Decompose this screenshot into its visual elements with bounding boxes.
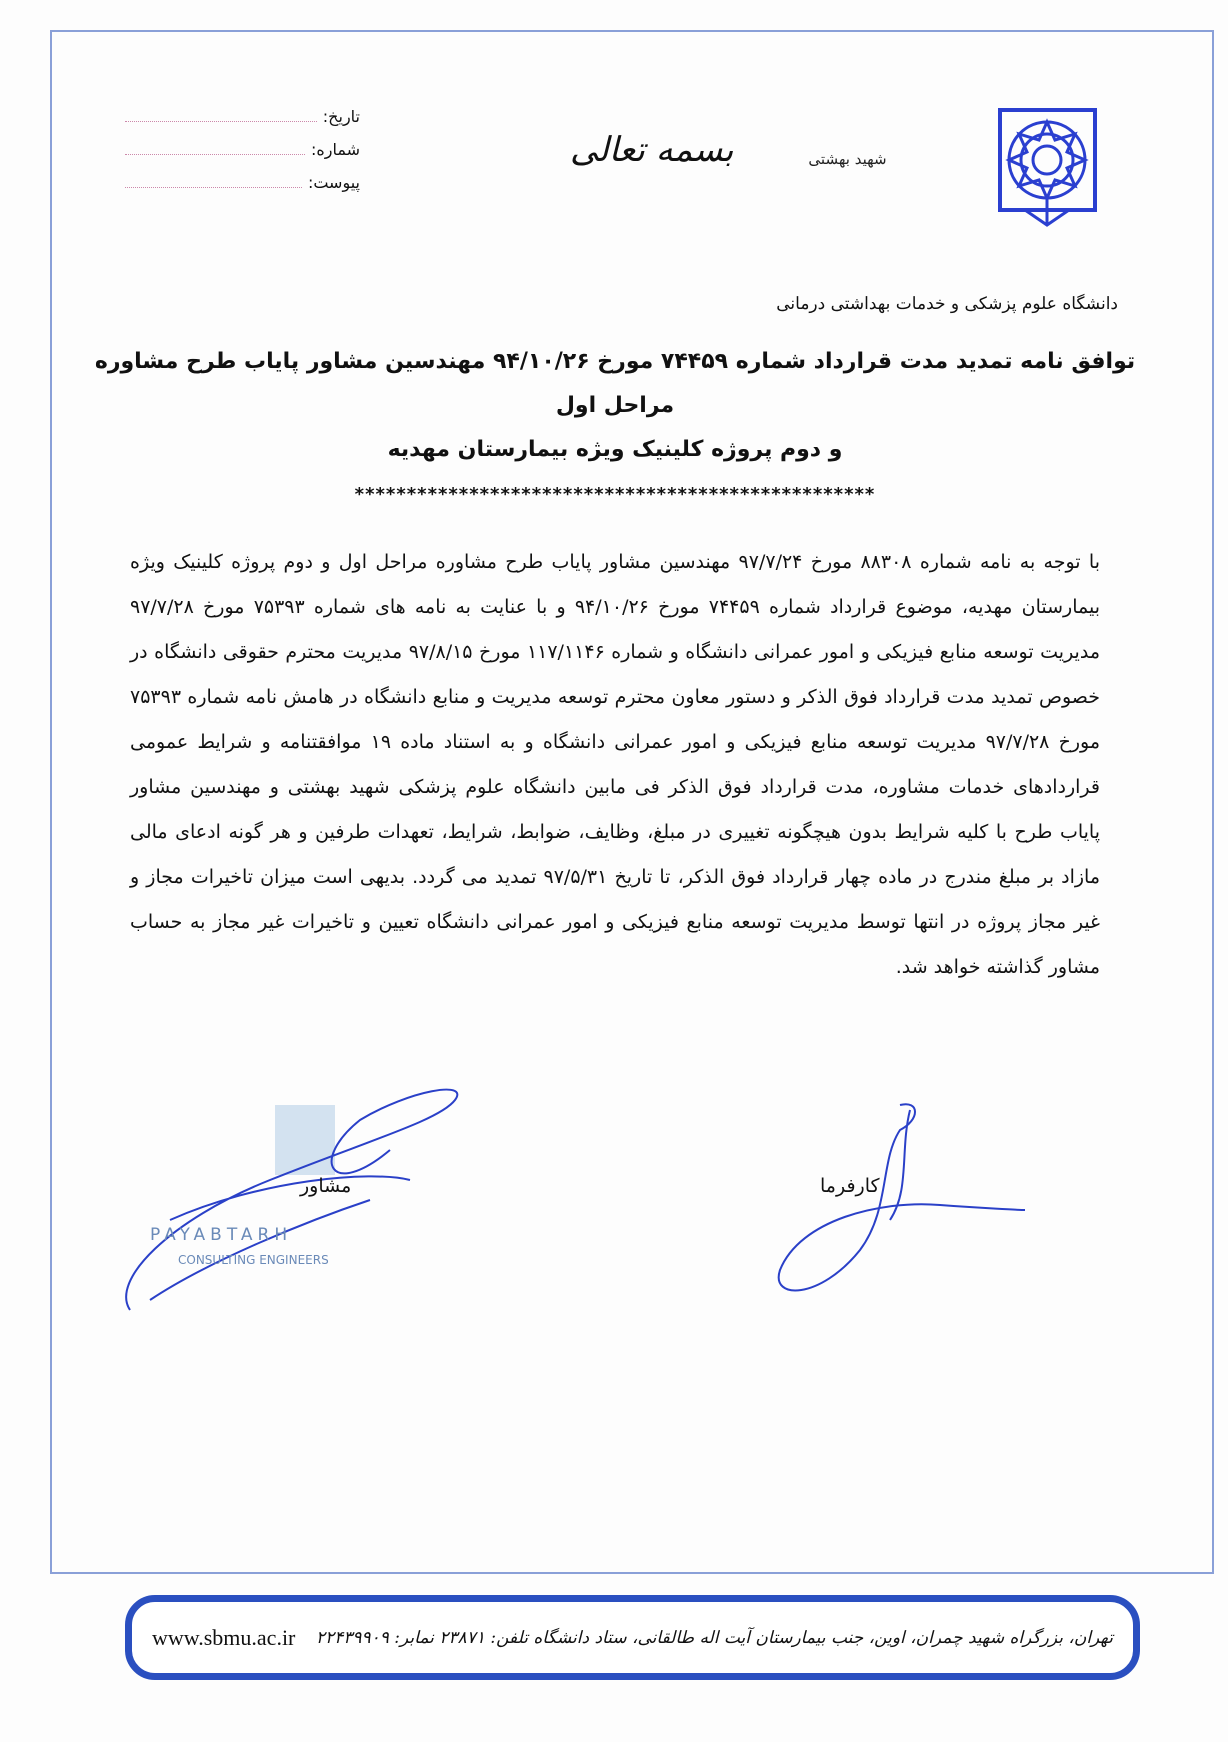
title-line-1: توافق نامه تمدید مدت قرارداد شماره ۷۴۴۵۹ مورخ ۹۴/۱۰/۲۶ مهندسین مشاور پایاب طرح مشاوره مراحل اول xyxy=(94,349,1136,418)
university-name: دانشگاه علوم پزشکی و خدمات بهداشتی درمانی xyxy=(776,294,1118,314)
attachment-label: پیوست: xyxy=(307,173,360,192)
date-label: تاریخ: xyxy=(322,107,360,126)
letter-title xyxy=(90,340,1140,472)
letter-body: با توجه به نامه شماره ۸۸۳۰۸ مورخ ۹۷/۷/۲۴ مهندسین مشاور پایاب طرح مشاوره مراحل اول و دوم پروژه کلینیک ویژه بیمارستان مهدیه، موضوع قرارداد شماره ۷۴۴۵۹ مورخ ۹۴/۱۰/۲۶ و با عنایت به نامه های شماره ۷۵۳۹۳ مورخ ۹۷/۷/۲۸ مدیریت توسعه منابع فیزیکی و امور عمرانی دانشگاه و شماره ۱۱۷/۱۱۴۶ مورخ ۹۷/۸/۱۵ مدیریت محترم حقوقی دانشگاه در خصوص تمدید مدت قرارداد فوق الذکر و دستور معاون محترم توسعه مدیریت و منابع دانشگاه در هامش نامه شماره ۷۵۳۹۳ مورخ ۹۷/۷/۲۸ مدیریت توسعه منابع فیزیکی و امور عمرانی دانشگاه و به استناد ماده ۱۹ موافقتنامه و شرایط عمومی قراردادهای خدمات مشاوره، مدت قرارداد فوق الذکر فی مابین دانشگاه علوم پزشکی شهید بهشتی و مهندسین مشاور پایاب طرح با کلیه شرایط بدون هیچگونه تغییری در مبلغ، وظایف، ضوابط، شرایط، تعهدات طرفین و هر گونه ادعای مالی مازاد بر مبلغ مندرج در ماده چهار قرارداد فوق الذکر، تا تاریخ ۹۷/۵/۳۱ تمدید می گردد. بدیهی است میزان تاخیرات مجاز و غیر مجاز پروژه در انتها توسط مدیریت توسعه منابع فیزیکی و امور عمرانی دانشگاه تعیین و تاخیرات غیر مجاز به حساب مشاور گذاشته خواهد شد. xyxy=(130,551,1101,978)
university-logo xyxy=(905,100,1105,290)
invocation: بسمه تعالی xyxy=(570,130,734,170)
consultant-label: مشاور xyxy=(300,1175,352,1197)
separator: ************************************************** xyxy=(354,484,876,505)
attachment-field xyxy=(125,177,302,188)
date-field xyxy=(125,111,317,122)
footer-address: تهران، بزرگراه شهید چمران، اوین، جنب بیمارستان آیت اله طالقانی، ستاد دانشگاه تلفن: ۲۳۸۷۱ نمابر: ۲۲۴۳۹۹۰۹ xyxy=(315,1627,1113,1648)
number-field xyxy=(125,144,305,155)
footer xyxy=(125,1595,1140,1680)
website-link[interactable]: www.sbmu.ac.ir xyxy=(152,1624,296,1650)
university-short-name: شهید بهشتی xyxy=(808,150,887,168)
consultant-signature xyxy=(110,1080,470,1340)
title-line-2: و دوم پروژه کلینیک ویژه بیمارستان مهدیه xyxy=(387,437,843,462)
stamp-name: PAYABTARH xyxy=(150,1225,293,1245)
letter-content xyxy=(90,340,1140,990)
letter-meta xyxy=(125,100,360,199)
stamp-subtitle: CONSULTING ENGINEERS xyxy=(178,1253,329,1267)
employer-label: کارفرما xyxy=(820,1175,880,1197)
number-label: شماره: xyxy=(310,140,360,159)
employer-signature xyxy=(760,1100,1040,1310)
